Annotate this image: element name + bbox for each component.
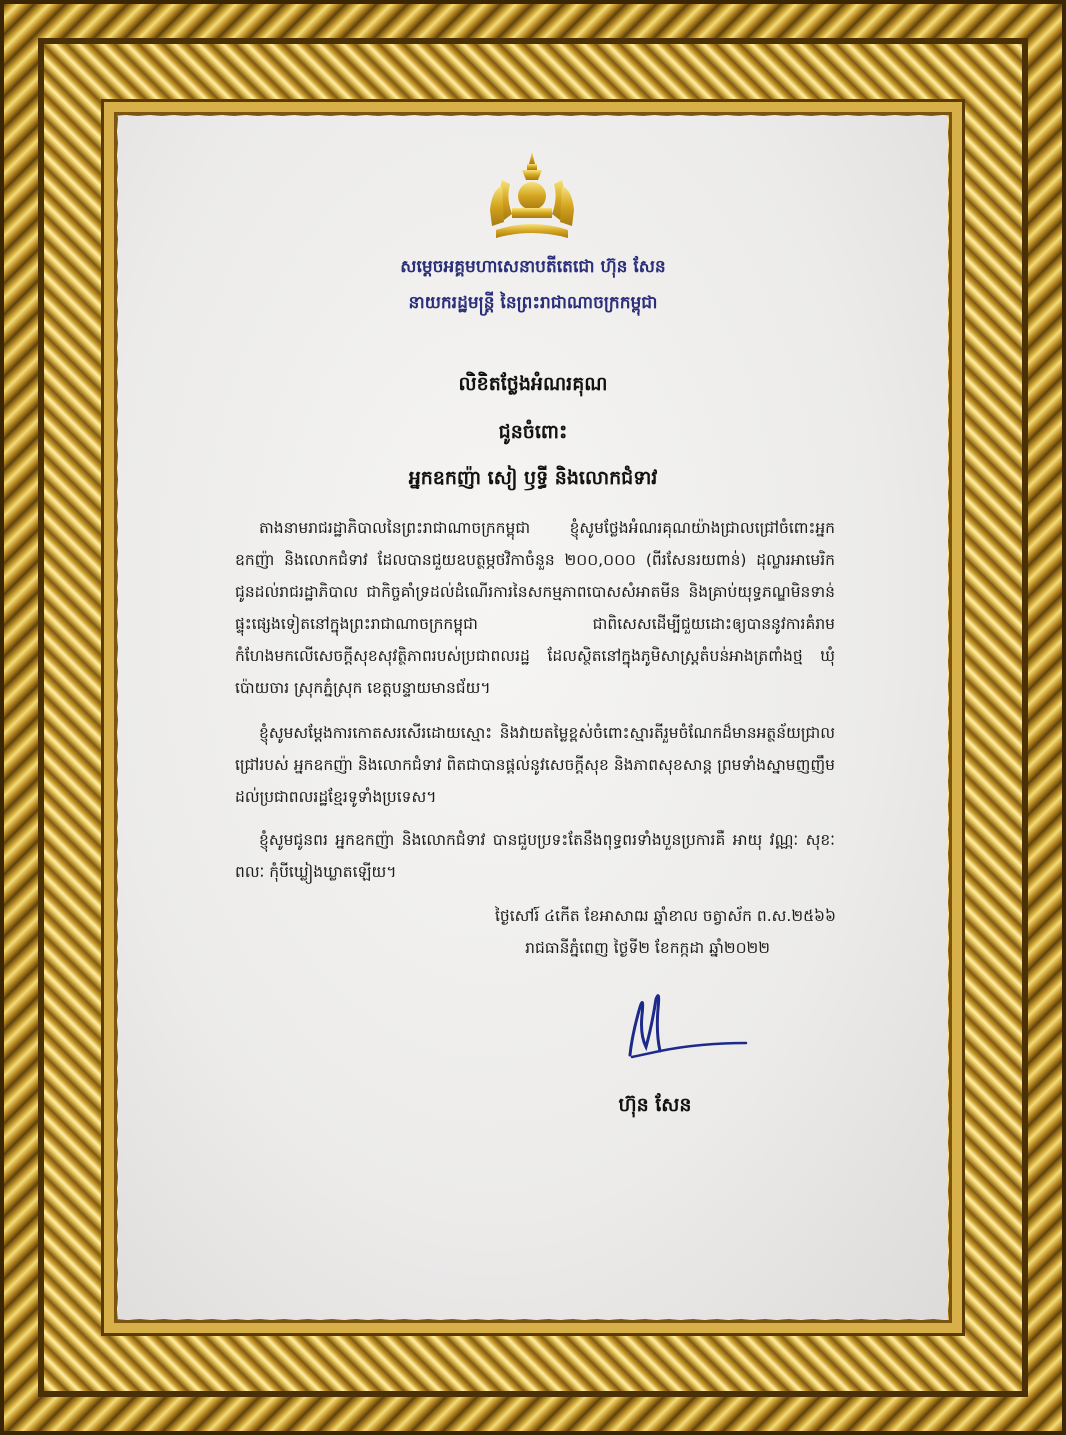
header-title-line2: នាយករដ្ឋមន្ត្រី នៃព្រះរាជាណាចក្រកម្ពុជា — [408, 293, 658, 313]
date-solar: រាជធានីភ្នំពេញ ថ្ងៃទី២ ខែកក្កដា ឆ្នាំ២០២២ — [525, 939, 770, 957]
date-lunar: ថ្ងៃសៅរ៍ ៤កើត ខែអាសាឍ ឆ្នាំខាល ចត្វាស័ក ព.ស.២៥៦៦ — [494, 907, 836, 925]
body-paragraph-3: ខ្ញុំសូមជូនពរ អ្នកឧកញ៉ា និងលោកជំទាវ បានជួបប្រទះតែនឹងពុទ្ធពរទាំងបួនប្រការគឺ អាយុ វណ្ណៈ សុខៈ ពលៈ កុំបីឃ្លៀងឃ្លាតឡើយ។ — [235, 831, 835, 881]
signer-name: ហ៊ុន សែន — [618, 1094, 692, 1116]
letter-title: លិខិតថ្លែងអំណរគុណ — [458, 373, 608, 395]
letter-to: ជូនចំពោះ — [498, 421, 568, 443]
header-title-line1: សម្តេចអគ្គមហាសេនាបតីតេជោ ហ៊ុន សែន — [400, 257, 666, 277]
royal-coat-of-arms-icon — [482, 150, 582, 242]
handwritten-signature-icon — [620, 985, 750, 1060]
body-paragraph-2: ខ្ញុំសូមសម្តែងការកោតសរសើរដោយស្មោះ និងវាយតម្លៃខ្ពស់ចំពោះស្មារតីរួមចំណែកដ៏មានអត្ថន័យជ្រាលជ្រៅរបស់ អ្នកឧកញ៉ា និងលោកជំទាវ ពិតជាបានផ្តល់នូវសេចក្តីសុខ និងភាពសុខសាន្ត ព្រមទាំងស្នាមញញឹមដល់ប្រជាពលរដ្ឋខ្មែរទូទាំងប្រទេស។ — [235, 724, 835, 806]
letter-recipient: អ្នកឧកញ៉ា សៀ ឫទ្ធី និងលោកជំទាវ — [408, 467, 658, 489]
body-paragraph-1: តាងនាមរាជរដ្ឋាភិបាលនៃព្រះរាជាណាចក្រកម្ពុជា ខ្ញុំសូមថ្លែងអំណរគុណយ៉ាងជ្រាលជ្រៅចំពោះអ្នកឧកញ៉ា និងលោកជំទាវ ដែលបានជួយឧបត្ថម្ភថវិកាចំនួន ២០០,០០០ (ពីរសែនរយពាន់) ដុល្លារអាមេរិក ជូនដល់រាជរដ្ឋាភិបាល ជាកិច្ចគាំទ្រដល់ដំណើរការនៃសកម្មភាពបោសសំអាតមីន និងគ្រាប់យុទ្ធភណ្ឌមិនទាន់ផ្ទុះផ្សេងទៀតនៅក្នុងព្រះរាជាណាចក្រកម្ពុជា ជាពិសេសដើម្បីជួយដោះឲ្យបាននូវការគំរាមកំហែងមកលើសេចក្តីសុខសុវត្ថិភាពរបស់ប្រជាពលរដ្ឋ ដែលស្ថិតនៅក្នុងភូមិសាស្ត្រតំបន់អាងត្រពាំងថ្ម ឃុំប៉ោយចារ ស្រុកភ្នំស្រុក ខេត្តបន្ទាយមានជ័យ។ — [235, 519, 835, 697]
